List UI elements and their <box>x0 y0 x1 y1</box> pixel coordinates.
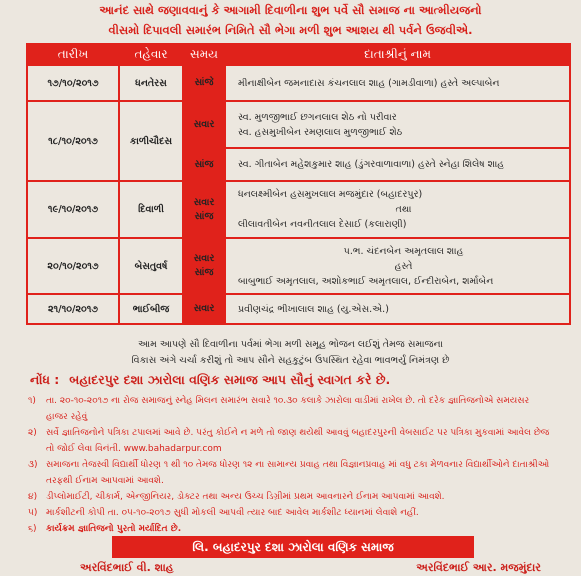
list-item <box>28 505 553 521</box>
time-line: સવાર <box>193 196 215 208</box>
row-time-evening: સાંજ <box>183 148 225 181</box>
row-time: સવાર <box>183 294 225 324</box>
note-line-1: આમ આપણે સૌ દિવાળીના પર્વમાં ભેગા મળી સમૂહ ભોજન લઈશું તેમજ સમાજના <box>138 339 443 350</box>
row-festival: કાળીચૌદસ <box>119 101 183 181</box>
list-item <box>28 521 553 537</box>
rule-text: ડીપ્લોમાઈટી, ચીકાર્મ, એન્જીનિયર, ડોક્ટર તથા અન્ય ઉચ્ચ ડિગ્રીમાં પ્રથમ આવનારને ઈનામ આપવામાં આવશે. <box>46 492 445 502</box>
intro-line-2: વીસમો દિપાવલી સમારંભ નિમિતે સૌ ભેગા મળી શુભ આશય થી પર્વને ઉજવીએ. <box>108 23 473 37</box>
rule-text: તા. ૨૦-૧૦-૨૦૧૭ ના રોજ સમાજનું સ્નેહ મિલન સમારંભ સવારે ૧૦.૩૦ કલાકે ઝારોલા વાડીમાં રાખેલ છે. તો દરેક જ્ઞાતિજનોએ સમયસર હાજર રહેવું <box>46 396 530 422</box>
row-festival: ભાઈબીજ <box>119 294 183 324</box>
table-row <box>27 65 570 101</box>
list-item <box>28 425 553 457</box>
row-donor <box>225 294 570 324</box>
note-line-2: વિકાસ અંગે ચર્ચા કરીશું તો આપ સૌને સહકુટુંબ ઉપસ્થિત રહેવા ભાવભર્યું નિમંત્રણ છે <box>131 355 450 366</box>
signature-org-banner: લિ. બહાદરપુર દશા ઝારોલા વણિક સમાજ <box>112 536 474 558</box>
row-donor-morning <box>225 101 570 148</box>
donor-line: સ્વ. મુળજીભાઈ છગનલાલ શેઠ નો પરીવાર <box>238 111 397 123</box>
rule-number: ૪) <box>28 492 38 502</box>
donor-line: પ.ભ. ચંદનબેન અમૃતલાલ શાહ <box>343 245 464 257</box>
row-time-morning: સવાર <box>183 101 225 148</box>
table-row <box>27 294 570 324</box>
rule-text: માર્કશીટની કોપી તા. ૦૫-૧૦-૨૦૧૭ સુધી મોકલી આપવી ત્યાર બાદ આવેલ માર્કશીટ ધ્યાનમાં લેવાશે નહીં. <box>46 508 419 518</box>
rule-number: ૬) <box>28 524 37 534</box>
row-festival: દિવાળી <box>119 181 183 238</box>
table-row <box>27 101 570 148</box>
donor-line: તથા <box>395 204 412 215</box>
donor-line: સ્વ. હસમુખીબેન રમણલાલ મુળજીભાઈ શેઠ <box>238 126 403 138</box>
signer-right: અરવિંદભાઈ આર. મજમુંદાર <box>416 561 541 574</box>
rule-text: સમાજના તેજસ્વી વિદ્યાર્થી ધોરણ ૧ થી ૧૦ તેમજ ધોરણ ૧૨ ના સામાન્ય પ્રવાહ તથા વિજ્ઞાનપ્રવાહ માં વધુ ટકા મેળવનાર વિદ્યાર્થીઓને દાતાશ્રીઓ તરફથી ઈનામ આપવામાં આવશે. <box>46 460 550 486</box>
donor-line: ધનલક્ષ્મીબેન હસમુખલાલ મજમુંદાર (બહાદરપુર) <box>238 189 423 200</box>
rule-text: કાર્યક્રમ જ્ઞાતિજનો પુરતો મર્યાદિત છે. <box>46 524 182 534</box>
list-item <box>28 457 553 489</box>
row-donor <box>225 238 570 294</box>
row-date: ૨૧/૧૦/૨૦૧૭ <box>27 294 119 324</box>
row-time: સાંજે <box>183 65 225 101</box>
signers-row <box>60 561 541 575</box>
rule-number: ૨) <box>28 428 37 438</box>
header-festival: તહેવાર <box>119 44 183 65</box>
row-date: ૧૯/૧૦/૨૦૧૭ <box>27 181 119 238</box>
header-donor: દાતાશ્રીનું નામ <box>225 44 570 65</box>
schedule-table <box>26 43 571 325</box>
table-row <box>27 181 570 238</box>
row-time <box>183 181 225 238</box>
rule-number: ૩) <box>28 460 38 470</box>
welcome-label: નોંધ : <box>30 372 60 387</box>
row-date: ૨૦/૧૦/૨૦૧૭ <box>27 238 119 294</box>
donor-line: સ્વ. ગીતાબેન મહેશકુમાર શાહ (ડુંગરવાળાવાળા) હસ્તે સ્નેહા શિલેષ શાહ <box>238 159 505 170</box>
donor-line: બાબુભાઈ અમૃતલાલ, અશોકભાઈ અમૃતલાલ, ઈન્દીરાબેન, શર્માબેન <box>238 275 494 287</box>
donor-line: મીનાક્ષીબેન જમનાદાસ કંચનલાલ શાહ (ગામડીવાળા) હસ્તે અલ્પાબેન <box>238 77 500 89</box>
intro-line-1: આનંદ સાથે જણાવવાનું કે આગામી દિવાળીના શુભ પર્વે સૌ સમાજ ના આત્મીયજનો <box>99 3 482 17</box>
rules-list <box>28 393 553 537</box>
list-item <box>28 393 553 425</box>
row-date: ૧૭/૧૦/૨૦૧૭ <box>27 65 119 101</box>
time-line: સાંજ <box>194 267 214 278</box>
table-header-row <box>27 44 570 65</box>
time-line: સાંજ <box>194 210 214 222</box>
list-item <box>28 489 553 505</box>
row-donor-evening <box>225 148 570 181</box>
donor-line: પ્રવીણચંદ્ર ભીખાલાલ શાહ (યુ.એસ.એ.) <box>238 303 389 315</box>
row-donor <box>225 181 570 238</box>
row-festival: ધનતેરસ <box>119 65 183 101</box>
welcome-text: બહાદરપુર દશા ઝારોલા વણિક સમાજ આપ સૌનું સ્વાગત કરે છે. <box>69 372 391 387</box>
rule-text: સર્વે જ્ઞાતિજનોને પત્રિકા ટપાલમાં આવે છે. પરંતુ કોઈને ન મળે તો જાણ થયેથી આવવું બહાદરપુરની વેબસાઈટ પર પત્રિકા મુકવામાં આવેલ છેજ તો જોઈ લેવા વિનંતી. www.bahadarpur.com <box>46 428 550 454</box>
table-row <box>27 238 570 294</box>
rule-number: ૧) <box>28 396 36 406</box>
time-line: સવાર <box>193 253 215 264</box>
row-date: ૧૮/૧૦/૨૦૧૭ <box>27 101 119 181</box>
donor-line: હસ્તે <box>394 260 413 272</box>
invitation-note <box>40 337 541 369</box>
row-festival: બેસતુવર્ષ <box>119 238 183 294</box>
rule-number: ૫) <box>28 508 38 518</box>
header-time: સમય <box>183 44 225 65</box>
welcome-banner <box>30 372 551 388</box>
header-date: તારીખ <box>27 44 119 65</box>
donor-line: લીલાવતીબેન નવનીતલાલ દેસાઈ (કલારાણી) <box>238 219 407 230</box>
signer-left: અરવિંદભાઈ વી. શાહ <box>80 561 174 574</box>
intro-text <box>30 0 551 40</box>
row-time <box>183 238 225 294</box>
row-donor <box>225 65 570 101</box>
